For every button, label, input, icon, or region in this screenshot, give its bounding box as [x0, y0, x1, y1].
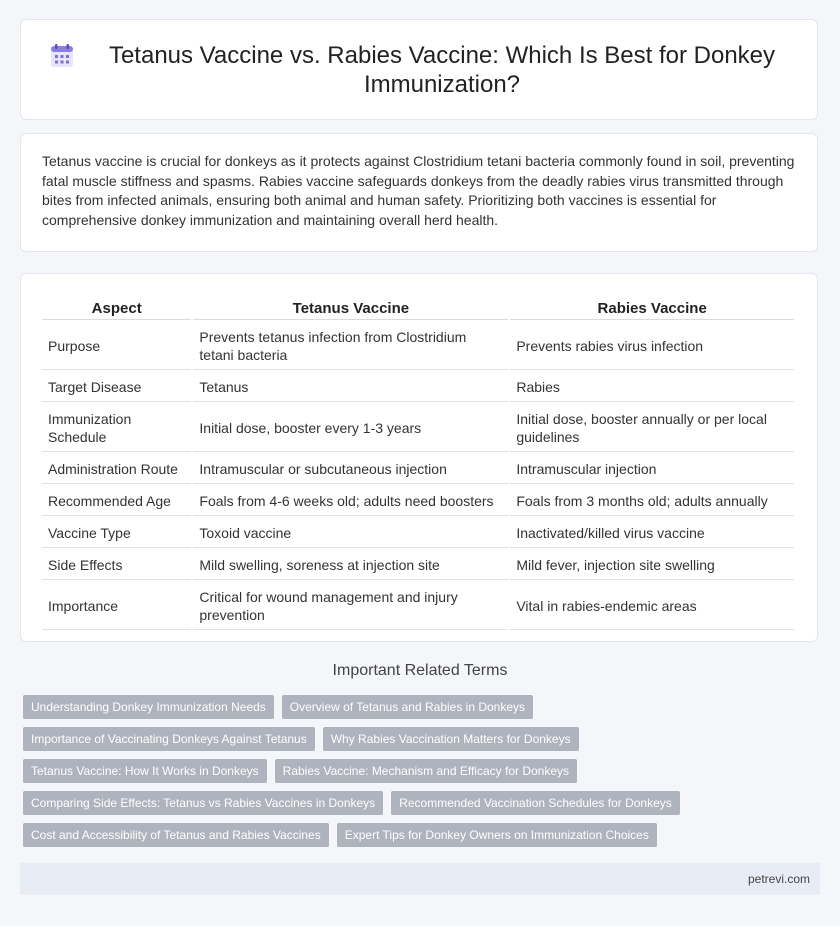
related-terms-title: Important Related Terms [332, 662, 508, 679]
table-row [42, 486, 794, 516]
table-cell: Inactivated/killed virus vaccine [510, 518, 794, 548]
related-terms-list [23, 695, 823, 855]
table-cell: Prevents rabies virus infection [510, 322, 794, 370]
table-row [42, 404, 794, 452]
table-row [42, 582, 794, 630]
table-cell: Foals from 4-6 weeks old; adults need boosters [193, 486, 508, 516]
comparison-table [40, 293, 796, 632]
title-card [20, 19, 818, 120]
table-cell: Mild fever, injection site swelling [510, 550, 794, 580]
table-cell: Recommended Age [42, 486, 191, 516]
table-cell: Tetanus [193, 372, 508, 402]
calendar-grid-icon [49, 43, 75, 69]
page-title: Tetanus Vaccine vs. Rabies Vaccine: Which Is Best for Donkey Immunization? [108, 41, 776, 98]
table-row [42, 518, 794, 548]
table-cell: Administration Route [42, 454, 191, 484]
table-cell: Immunization Schedule [42, 404, 191, 452]
related-term-tag[interactable]: Expert Tips for Donkey Owners on Immunization Choices [337, 823, 657, 847]
table-cell: Intramuscular injection [510, 454, 794, 484]
tag-row [23, 695, 823, 719]
table-cell: Vital in rabies-endemic areas [510, 582, 794, 630]
table-cell: Purpose [42, 322, 191, 370]
table-row [42, 322, 794, 370]
tag-row [23, 759, 823, 783]
table-row [42, 454, 794, 484]
table-cell: Side Effects [42, 550, 191, 580]
tag-row [23, 791, 823, 815]
table-cell: Toxoid vaccine [193, 518, 508, 548]
related-term-tag[interactable]: Recommended Vaccination Schedules for Donkeys [391, 791, 680, 815]
table-cell: Initial dose, booster every 1-3 years [193, 404, 508, 452]
related-term-tag[interactable]: Tetanus Vaccine: How It Works in Donkeys [23, 759, 267, 783]
related-term-tag[interactable]: Rabies Vaccine: Mechanism and Efficacy for Donkeys [275, 759, 577, 783]
table-cell: Mild swelling, soreness at injection site [193, 550, 508, 580]
related-term-tag[interactable]: Importance of Vaccinating Donkeys Against Tetanus [23, 727, 315, 751]
table-row [42, 372, 794, 402]
table-header-row [42, 295, 794, 320]
header-tetanus: Tetanus Vaccine [193, 295, 508, 320]
related-term-tag[interactable]: Understanding Donkey Immunization Needs [23, 695, 274, 719]
table-cell: Vaccine Type [42, 518, 191, 548]
related-term-tag[interactable]: Comparing Side Effects: Tetanus vs Rabies Vaccines in Donkeys [23, 791, 383, 815]
table-cell: Initial dose, booster annually or per local guidelines [510, 404, 794, 452]
table-cell: Critical for wound management and injury prevention [193, 582, 508, 630]
footer-site-link[interactable]: petrevi.com [747, 872, 810, 886]
header-aspect: Aspect [42, 295, 191, 320]
header-rabies: Rabies Vaccine [510, 295, 794, 320]
table-cell: Target Disease [42, 372, 191, 402]
table-row [42, 550, 794, 580]
table-cell: Intramuscular or subcutaneous injection [193, 454, 508, 484]
related-term-tag[interactable]: Cost and Accessibility of Tetanus and Rabies Vaccines [23, 823, 329, 847]
table-cell: Rabies [510, 372, 794, 402]
related-term-tag[interactable]: Why Rabies Vaccination Matters for Donkeys [323, 727, 579, 751]
intro-text: Tetanus vaccine is crucial for donkeys as it protects against Clostridium tetani bacteria commonly found in soil, preventing fatal muscle stiffness and spasms. Rabies vaccine safeguards donkeys from the deadly rabies virus transmitted through bites from infected animals, ensuring both animal and human safety. Prioritizing both vaccines is essential for comprehensive donkey immunization and maintaining overall herd health. [42, 153, 795, 228]
table-cell: Foals from 3 months old; adults annually [510, 486, 794, 516]
comparison-card [20, 273, 818, 642]
footer [20, 863, 820, 895]
intro-card [20, 133, 818, 252]
tag-row [23, 823, 823, 847]
tag-row [23, 727, 823, 751]
table-cell: Prevents tetanus infection from Clostridium tetani bacteria [193, 322, 508, 370]
related-term-tag[interactable]: Overview of Tetanus and Rabies in Donkeys [282, 695, 533, 719]
title-wrap [49, 41, 789, 99]
table-cell: Importance [42, 582, 191, 630]
